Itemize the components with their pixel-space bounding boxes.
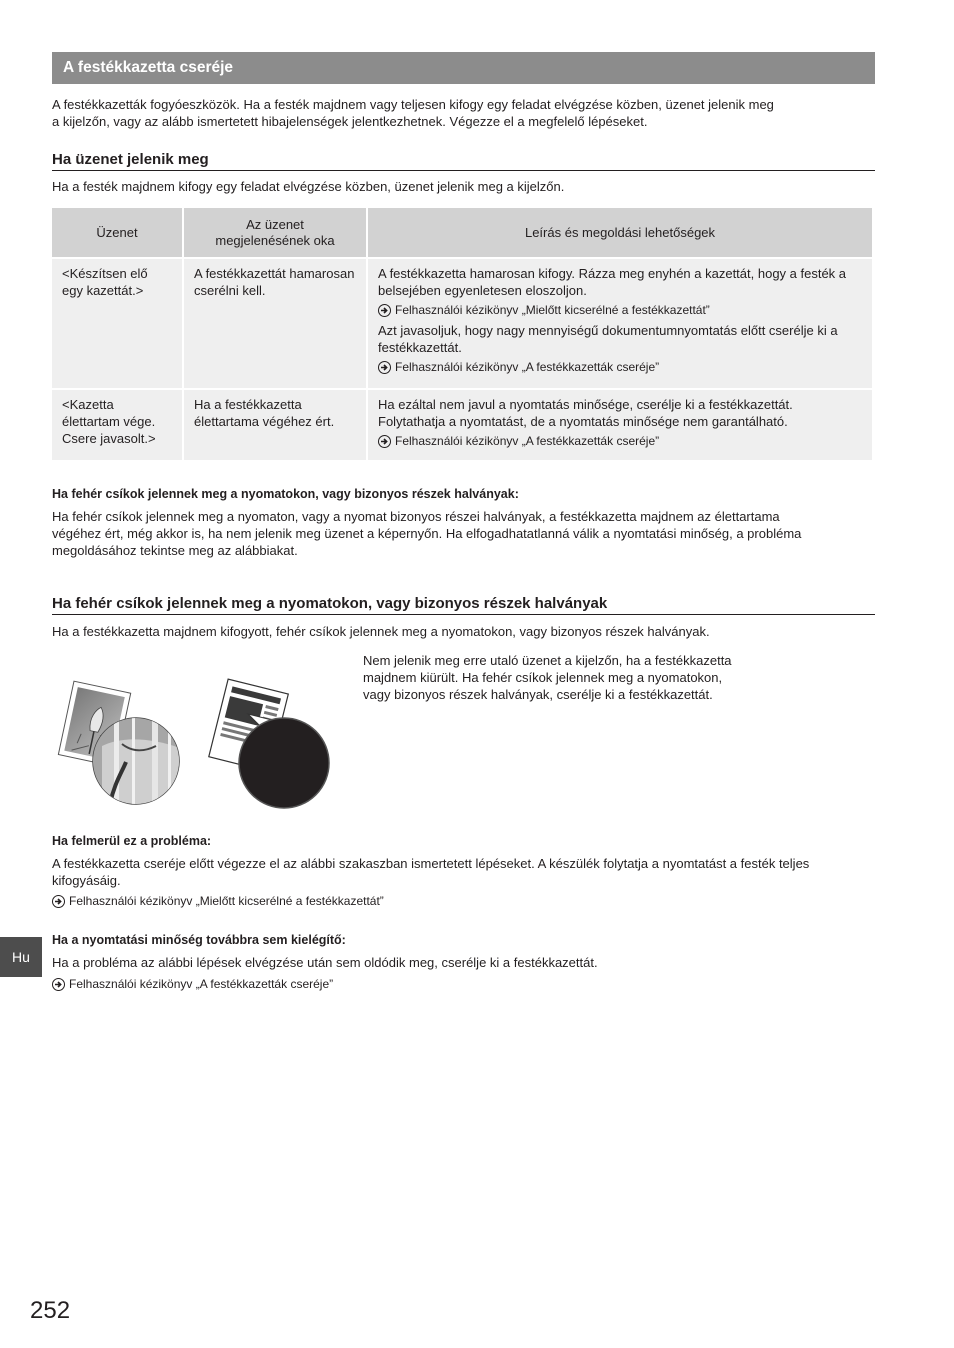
reference-text: Felhasználói kézikönyv „A festékkazetták cseréje”: [395, 434, 660, 448]
problem-line: kifogyásáig.: [52, 873, 121, 888]
language-tab: Hu: [0, 937, 42, 977]
note-line: végéhez ért, még akkor is, ha nem jelenik meg üzenet a képernyőn. Ha elfogadhatatlanná válik a nyomtatási minőség, a probléma: [52, 526, 802, 541]
note-text: [52, 508, 892, 559]
reference-arrow-icon: [52, 895, 65, 908]
streaks-heading: Ha fehér csíkok jelennek meg a nyomatokon, vagy bizonyos részek halványak: [52, 595, 875, 615]
message-heading: Ha üzenet jelenik meg: [52, 151, 875, 171]
reference-arrow-icon: [378, 361, 391, 374]
message-intro: Ha a festék majdnem kifogy egy feladat elvégzése közben, üzenet jelenik meg a kijelzőn.: [52, 179, 565, 194]
manual-reference: [52, 893, 384, 909]
intro-line: a kijelzőn, vagy az alább ismertetett hibajelenségek jelentkezhetnek. Végezze el a megfelelő lépéseket.: [52, 114, 648, 129]
message-table: [50, 206, 874, 462]
streaks-intro: Ha a festékkazetta majdnem kifogyott, fehér csíkok jelennek meg a nyomatokon, vagy bizonyos részek halványak.: [52, 624, 710, 639]
problem-text: [52, 855, 892, 889]
note-line: megoldásához tekintse meg az alábbiakat.: [52, 543, 298, 558]
description-text: A festékkazetta hamarosan kifogy. Rázza meg enyhén a kazettát, hogy a festék a belsejében egyenletesen eloszoljon.: [378, 266, 847, 298]
section-intro: [52, 96, 892, 130]
description-text: Ha ezáltal nem javul a nyomtatás minősége, cserélje ki a festékkazettát. Folytathatja a nyomtatást, de a nyomtatás minősége nem garantálható.: [378, 397, 793, 429]
reference-arrow-icon: [52, 978, 65, 991]
intro-line: A festékkazetták fogyóeszközök. Ha a festék majdnem vagy teljesen kifogy egy feladat elvégzése közben, üzenet jelenik meg: [52, 97, 774, 112]
table-row: [52, 390, 872, 460]
problem-line: A festékkazetta cseréje előtt végezze el az alábbi szakaszban ismertetett lépéseket. A készülék folytatja a nyomtatást a festék teljes: [52, 856, 810, 871]
cell-cause: A festékkazettát hamarosan cserélni kell.: [184, 259, 366, 388]
manual-reference: [378, 359, 862, 375]
reference-text: Felhasználói kézikönyv „A festékkazetták cseréje”: [69, 977, 334, 991]
description-text: Azt javasoljuk, hogy nagy mennyiségű dokumentumnyomtatás előtt cserélje ki a festékkazettát.: [378, 323, 838, 355]
note-line: Ha fehér csíkok jelennek meg a nyomaton, vagy a nyomat bizonyos részei halványak, a festékkazetta majdnem az élettartama: [52, 509, 780, 524]
side-line: vagy bizonyos részek halványak, cserélje ki a festékkazettát.: [363, 687, 713, 702]
problem-heading: Ha felmerül ez a probléma:: [52, 834, 212, 848]
column-header-description: Leírás és megoldási lehetőségek: [368, 208, 872, 257]
manual-reference: [52, 976, 333, 992]
section-title: A festékkazetta cseréje: [52, 52, 875, 84]
cell-description: [368, 259, 872, 388]
faded-print-illustration: [52, 676, 332, 810]
streaks-side-text: [363, 652, 783, 703]
manual-reference: [378, 433, 862, 449]
side-line: majdnem kiürült. Ha fehér csíkok jelennek meg a nyomatokon,: [363, 670, 723, 685]
quality-text: Ha a probléma az alábbi lépések elvégzése után sem oldódik meg, cserélje ki a festékkazettát.: [52, 955, 598, 970]
page-number: 252: [30, 1297, 71, 1324]
side-line: Nem jelenik meg erre utaló üzenet a kijelzőn, ha a festékkazetta: [363, 653, 732, 668]
reference-arrow-icon: [378, 304, 391, 317]
reference-arrow-icon: [378, 435, 391, 448]
table-header-row: [52, 208, 872, 257]
quality-heading: Ha a nyomtatási minőség továbbra sem kielégítő:: [52, 933, 346, 947]
reference-text: Felhasználói kézikönyv „A festékkazetták cseréje”: [395, 360, 660, 374]
cell-message: <Kazetta élettartam vége. Csere javasolt.>: [52, 390, 182, 460]
note-heading: Ha fehér csíkok jelennek meg a nyomatokon, vagy bizonyos részek halványak:: [52, 487, 519, 501]
table-row: [52, 259, 872, 388]
reference-text: Felhasználói kézikönyv „Mielőtt kicserélné a festékkazettát”: [69, 894, 384, 908]
manual-reference: [378, 302, 862, 318]
cell-cause: Ha a festékkazetta élettartama végéhez ért.: [184, 390, 366, 460]
column-header-message: Üzenet: [52, 208, 182, 257]
column-header-cause: Az üzenet megjelenésének oka: [184, 208, 366, 257]
reference-text: Felhasználói kézikönyv „Mielőtt kicserélné a festékkazettát”: [395, 303, 710, 317]
cell-message: <Készítsen elő egy kazettát.>: [52, 259, 182, 388]
cell-description: [368, 390, 872, 460]
